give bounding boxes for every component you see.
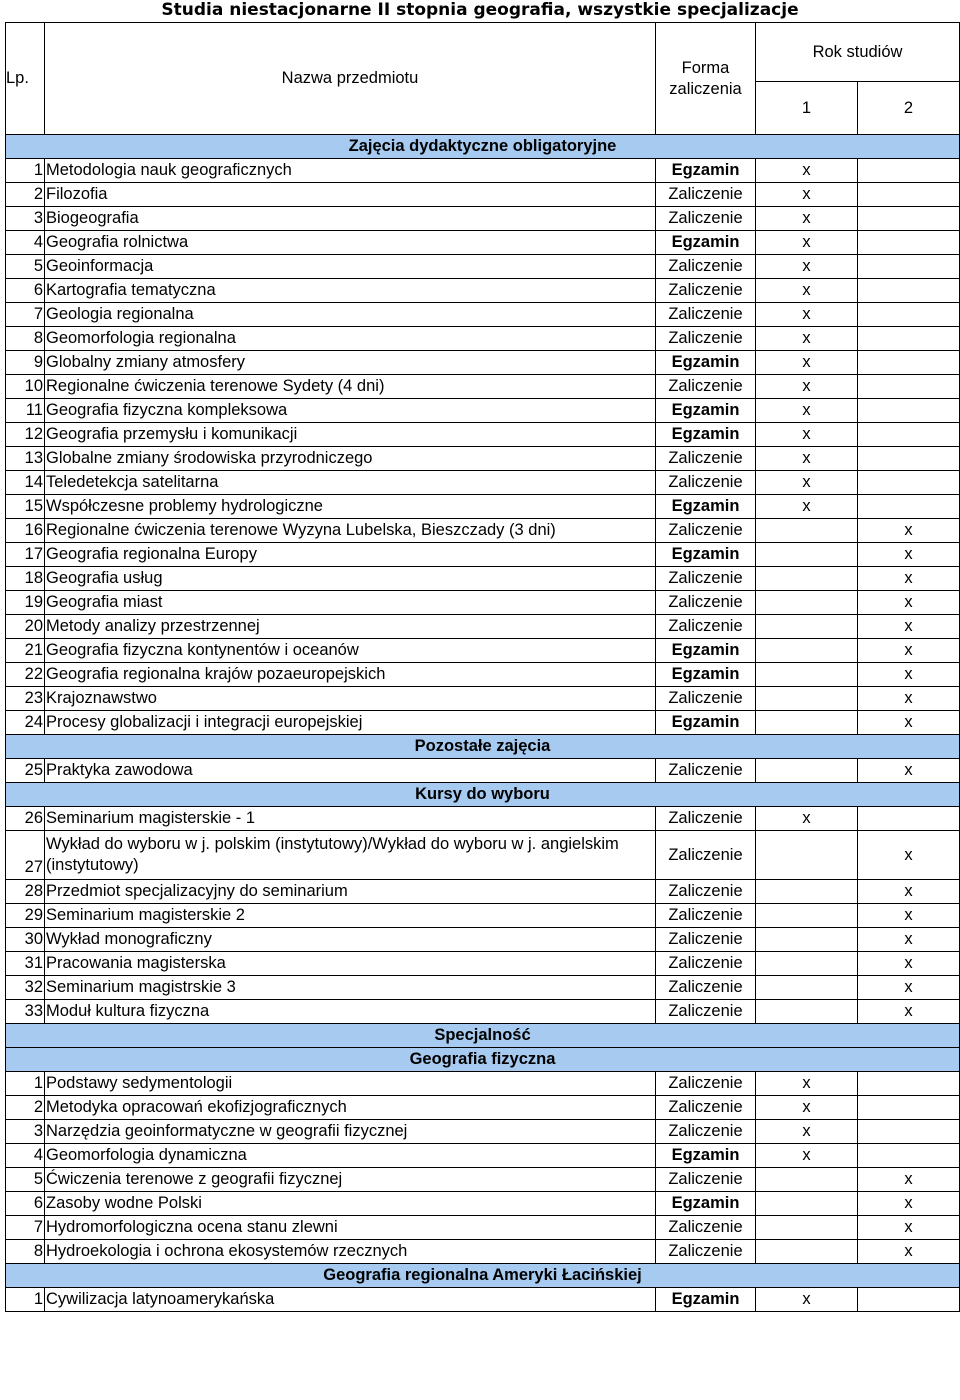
- assessment-form: Zaliczenie: [656, 279, 756, 303]
- row-number: 18: [6, 567, 45, 591]
- year-2-mark: [858, 1288, 960, 1312]
- year-2-mark: x: [858, 711, 960, 735]
- year-2-mark: x: [858, 543, 960, 567]
- header-row-1: [6, 23, 960, 82]
- header-year-2: 2: [858, 82, 960, 135]
- assessment-form: Zaliczenie: [656, 303, 756, 327]
- table-row: [6, 904, 960, 928]
- year-2-mark: [858, 159, 960, 183]
- year-1-mark: x: [756, 495, 858, 519]
- course-name: Geomorfologia dynamiczna: [45, 1144, 656, 1168]
- year-1-mark: x: [756, 423, 858, 447]
- year-1-mark: x: [756, 279, 858, 303]
- year-1-mark: x: [756, 375, 858, 399]
- row-number: 29: [6, 904, 45, 928]
- assessment-form: Egzamin: [656, 399, 756, 423]
- assessment-form: Zaliczenie: [656, 591, 756, 615]
- year-2-mark: x: [858, 1000, 960, 1024]
- table-row: [6, 759, 960, 783]
- course-name: Geoinformacja: [45, 255, 656, 279]
- course-name: Geografia fizyczna kompleksowa: [45, 399, 656, 423]
- assessment-form: Zaliczenie: [656, 471, 756, 495]
- course-name: Geologia regionalna: [45, 303, 656, 327]
- table-row: [6, 399, 960, 423]
- assessment-form: Egzamin: [656, 639, 756, 663]
- course-name: Moduł kultura fizyczna: [45, 1000, 656, 1024]
- row-number: 17: [6, 543, 45, 567]
- year-2-mark: x: [858, 1216, 960, 1240]
- year-1-mark: x: [756, 183, 858, 207]
- assessment-form: Egzamin: [656, 1144, 756, 1168]
- year-2-mark: [858, 351, 960, 375]
- year-1-mark: x: [756, 471, 858, 495]
- row-number: 24: [6, 711, 45, 735]
- row-number: 13: [6, 447, 45, 471]
- year-2-mark: [858, 807, 960, 831]
- header-name-label: Nazwa przedmiotu: [281, 69, 419, 87]
- assessment-form: Zaliczenie: [656, 928, 756, 952]
- year-1-mark: x: [756, 255, 858, 279]
- table-row: [6, 543, 960, 567]
- section-row: [6, 135, 960, 159]
- course-name: Regionalne ćwiczenia terenowe Sydety (4 dni): [45, 375, 656, 399]
- year-2-mark: x: [858, 519, 960, 543]
- assessment-form: Zaliczenie: [656, 831, 756, 880]
- row-number: 28: [6, 880, 45, 904]
- table-row: [6, 567, 960, 591]
- row-number: 25: [6, 759, 45, 783]
- year-2-mark: x: [858, 591, 960, 615]
- row-number: 7: [6, 303, 45, 327]
- assessment-form: Zaliczenie: [656, 687, 756, 711]
- year-1-mark: [756, 543, 858, 567]
- assessment-form: Egzamin: [656, 231, 756, 255]
- row-number: 2: [6, 1096, 45, 1120]
- table-row: [6, 976, 960, 1000]
- row-number: 33: [6, 1000, 45, 1024]
- row-number: 23: [6, 687, 45, 711]
- row-number: 26: [6, 807, 45, 831]
- year-1-mark: x: [756, 1072, 858, 1096]
- table-row: [6, 207, 960, 231]
- table-row: [6, 687, 960, 711]
- row-number: 8: [6, 1240, 45, 1264]
- year-2-mark: [858, 447, 960, 471]
- section-row: [6, 1024, 960, 1048]
- year-2-mark: x: [858, 687, 960, 711]
- section-heading: Pozostałe zajęcia: [6, 735, 960, 759]
- row-number: 1: [6, 1288, 45, 1312]
- table-row: [6, 663, 960, 687]
- course-name: Regionalne ćwiczenia terenowe Wyzyna Lubelska, Bieszczady (3 dni): [45, 519, 656, 543]
- course-name: Metodyka opracowań ekofizjograficznych: [45, 1096, 656, 1120]
- assessment-form: Zaliczenie: [656, 1000, 756, 1024]
- table-row: [6, 831, 960, 880]
- year-1-mark: [756, 663, 858, 687]
- year-1-mark: [756, 687, 858, 711]
- table-row: [6, 928, 960, 952]
- year-1-mark: [756, 711, 858, 735]
- course-name: Seminarium magisterskie - 1: [45, 807, 656, 831]
- course-name: Hydromorfologiczna ocena stanu zlewni: [45, 1216, 656, 1240]
- row-number: 22: [6, 663, 45, 687]
- table-row: [6, 447, 960, 471]
- table-row: [6, 1144, 960, 1168]
- assessment-form: Egzamin: [656, 1192, 756, 1216]
- assessment-form: Zaliczenie: [656, 952, 756, 976]
- course-name: Praktyka zawodowa: [45, 759, 656, 783]
- year-2-mark: x: [858, 1192, 960, 1216]
- header-form-line1: Forma: [681, 58, 730, 77]
- year-2-mark: [858, 327, 960, 351]
- assessment-form: Zaliczenie: [656, 519, 756, 543]
- table-row: [6, 303, 960, 327]
- row-number: 21: [6, 639, 45, 663]
- year-2-mark: [858, 1144, 960, 1168]
- course-table: [5, 22, 960, 1312]
- table-row: [6, 1168, 960, 1192]
- document-title: Studia niestacjonarne II stopnia geografia, wszystkie specjalizacje: [161, 0, 799, 20]
- assessment-form: Zaliczenie: [656, 255, 756, 279]
- table-row: [6, 183, 960, 207]
- row-number: 9: [6, 351, 45, 375]
- year-2-mark: x: [858, 976, 960, 1000]
- row-number: 16: [6, 519, 45, 543]
- course-name: Geografia miast: [45, 591, 656, 615]
- course-name: Przedmiot specjalizacyjny do seminarium: [45, 880, 656, 904]
- course-name: Geografia przemysłu i komunikacji: [45, 423, 656, 447]
- table-row: [6, 639, 960, 663]
- assessment-form: Zaliczenie: [656, 904, 756, 928]
- table-row: [6, 471, 960, 495]
- table-row: [6, 327, 960, 351]
- course-name: Geografia regionalna krajów pozaeuropejskich: [45, 663, 656, 687]
- assessment-form: Zaliczenie: [656, 807, 756, 831]
- course-name: Hydroekologia i ochrona ekosystemów rzecznych: [45, 1240, 656, 1264]
- row-number: 19: [6, 591, 45, 615]
- year-2-mark: [858, 279, 960, 303]
- year-2-mark: [858, 303, 960, 327]
- row-number: 30: [6, 928, 45, 952]
- year-1-mark: x: [756, 351, 858, 375]
- course-name: Geografia usług: [45, 567, 656, 591]
- row-number: 7: [6, 1216, 45, 1240]
- assessment-form: Zaliczenie: [656, 615, 756, 639]
- year-1-mark: [756, 1216, 858, 1240]
- year-2-mark: x: [858, 831, 960, 880]
- assessment-form: Egzamin: [656, 711, 756, 735]
- course-name: Cywilizacja latynoamerykańska: [45, 1288, 656, 1312]
- assessment-form: Egzamin: [656, 1288, 756, 1312]
- assessment-form: Zaliczenie: [656, 759, 756, 783]
- course-name: Ćwiczenia terenowe z geografii fizycznej: [45, 1168, 656, 1192]
- year-1-mark: [756, 639, 858, 663]
- course-name: Pracowania magisterska: [45, 952, 656, 976]
- table-row: [6, 880, 960, 904]
- assessment-form: Egzamin: [656, 423, 756, 447]
- header-form-line2: zaliczenia: [669, 79, 742, 98]
- year-1-mark: [756, 615, 858, 639]
- table-row: [6, 1072, 960, 1096]
- table-row: [6, 279, 960, 303]
- course-name: Globalny zmiany atmosfery: [45, 351, 656, 375]
- table-row: [6, 231, 960, 255]
- row-number: 3: [6, 207, 45, 231]
- row-number: 10: [6, 375, 45, 399]
- row-number: 31: [6, 952, 45, 976]
- table-row: [6, 159, 960, 183]
- row-number: 11: [6, 399, 45, 423]
- year-1-mark: x: [756, 447, 858, 471]
- table-row: [6, 255, 960, 279]
- course-name: Seminarium magistrskie 3: [45, 976, 656, 1000]
- year-2-mark: [858, 255, 960, 279]
- year-2-mark: x: [858, 880, 960, 904]
- year-1-mark: x: [756, 327, 858, 351]
- course-name: Seminarium magisterskie 2: [45, 904, 656, 928]
- section-row: [6, 735, 960, 759]
- course-name: Narzędzia geoinformatyczne w geografii fizycznej: [45, 1120, 656, 1144]
- year-2-mark: x: [858, 1168, 960, 1192]
- assessment-form: Zaliczenie: [656, 1216, 756, 1240]
- year-2-mark: [858, 471, 960, 495]
- year-2-mark: x: [858, 1240, 960, 1264]
- row-number: 4: [6, 231, 45, 255]
- table-row: [6, 1000, 960, 1024]
- year-2-mark: [858, 1072, 960, 1096]
- section-heading: Geografia regionalna Ameryki Łacińskiej: [6, 1264, 960, 1288]
- year-2-mark: x: [858, 639, 960, 663]
- course-name: Wykład do wyboru w j. polskim (instytutowy)/Wykład do wyboru w j. angielskim (instytutowy): [45, 831, 656, 880]
- assessment-form: Egzamin: [656, 543, 756, 567]
- table-row: [6, 1192, 960, 1216]
- year-1-mark: x: [756, 1144, 858, 1168]
- row-number: 32: [6, 976, 45, 1000]
- course-name: Geografia fizyczna kontynentów i oceanów: [45, 639, 656, 663]
- row-number: 8: [6, 327, 45, 351]
- assessment-form: Egzamin: [656, 159, 756, 183]
- year-2-mark: [858, 495, 960, 519]
- assessment-form: Zaliczenie: [656, 1120, 756, 1144]
- assessment-form: Egzamin: [656, 495, 756, 519]
- row-number: 20: [6, 615, 45, 639]
- table-row: [6, 807, 960, 831]
- section-heading: Zajęcia dydaktyczne obligatoryjne: [6, 135, 960, 159]
- year-2-mark: x: [858, 615, 960, 639]
- course-name: Filozofia: [45, 183, 656, 207]
- year-1-mark: [756, 1240, 858, 1264]
- table-row: [6, 591, 960, 615]
- year-2-mark: x: [858, 928, 960, 952]
- year-1-mark: x: [756, 807, 858, 831]
- assessment-form: Egzamin: [656, 351, 756, 375]
- assessment-form: Zaliczenie: [656, 880, 756, 904]
- table-row: [6, 351, 960, 375]
- year-1-mark: [756, 952, 858, 976]
- header-year: Rok studiów: [756, 23, 960, 82]
- assessment-form: Zaliczenie: [656, 207, 756, 231]
- course-name: Geografia regionalna Europy: [45, 543, 656, 567]
- table-row: [6, 375, 960, 399]
- table-row: [6, 1096, 960, 1120]
- assessment-form: Zaliczenie: [656, 1096, 756, 1120]
- course-name: Kartografia tematyczna: [45, 279, 656, 303]
- year-1-mark: [756, 759, 858, 783]
- year-1-mark: x: [756, 159, 858, 183]
- table-row: [6, 423, 960, 447]
- course-name: Geomorfologia regionalna: [45, 327, 656, 351]
- year-1-mark: [756, 1000, 858, 1024]
- table-row: [6, 1240, 960, 1264]
- year-2-mark: x: [858, 567, 960, 591]
- year-1-mark: [756, 928, 858, 952]
- course-name: Teledetekcja satelitarna: [45, 471, 656, 495]
- course-name: Zasoby wodne Polski: [45, 1192, 656, 1216]
- course-name: Wykład monograficzny: [45, 928, 656, 952]
- assessment-form: Zaliczenie: [656, 1240, 756, 1264]
- year-2-mark: [858, 207, 960, 231]
- row-number: 5: [6, 1168, 45, 1192]
- row-number: 3: [6, 1120, 45, 1144]
- row-number: 5: [6, 255, 45, 279]
- row-number: 15: [6, 495, 45, 519]
- year-1-mark: x: [756, 1120, 858, 1144]
- section-row: [6, 1048, 960, 1072]
- year-2-mark: x: [858, 759, 960, 783]
- header-lp: Lp.: [6, 23, 45, 135]
- table-row: [6, 711, 960, 735]
- row-number: 14: [6, 471, 45, 495]
- header-year-1: 1: [756, 82, 858, 135]
- year-1-mark: x: [756, 399, 858, 423]
- course-name: Podstawy sedymentologii: [45, 1072, 656, 1096]
- course-name: Współczesne problemy hydrologiczne: [45, 495, 656, 519]
- header-form: [656, 23, 756, 135]
- header-name: [45, 23, 656, 135]
- assessment-form: Zaliczenie: [656, 1168, 756, 1192]
- year-1-mark: [756, 904, 858, 928]
- year-2-mark: x: [858, 952, 960, 976]
- course-name: Metody analizy przestrzennej: [45, 615, 656, 639]
- table-row: [6, 495, 960, 519]
- row-number: 12: [6, 423, 45, 447]
- row-number: 1: [6, 159, 45, 183]
- table-row: [6, 615, 960, 639]
- year-2-mark: [858, 231, 960, 255]
- assessment-form: Zaliczenie: [656, 976, 756, 1000]
- section-heading: Geografia fizyczna: [6, 1048, 960, 1072]
- row-number: 6: [6, 279, 45, 303]
- year-1-mark: [756, 567, 858, 591]
- year-1-mark: x: [756, 231, 858, 255]
- year-2-mark: [858, 1120, 960, 1144]
- assessment-form: Zaliczenie: [656, 375, 756, 399]
- assessment-form: Zaliczenie: [656, 1072, 756, 1096]
- row-number: 27: [6, 831, 45, 880]
- table-row: [6, 1120, 960, 1144]
- table-row: [6, 1216, 960, 1240]
- year-2-mark: x: [858, 663, 960, 687]
- year-1-mark: [756, 1168, 858, 1192]
- row-number: 1: [6, 1072, 45, 1096]
- year-2-mark: [858, 183, 960, 207]
- year-1-mark: x: [756, 207, 858, 231]
- year-2-mark: [858, 375, 960, 399]
- year-1-mark: [756, 831, 858, 880]
- year-2-mark: [858, 423, 960, 447]
- table-row: [6, 519, 960, 543]
- year-1-mark: [756, 519, 858, 543]
- assessment-form: Zaliczenie: [656, 567, 756, 591]
- year-1-mark: [756, 976, 858, 1000]
- table-row: [6, 1288, 960, 1312]
- course-name: Metodologia nauk geograficznych: [45, 159, 656, 183]
- year-1-mark: x: [756, 303, 858, 327]
- assessment-form: Zaliczenie: [656, 327, 756, 351]
- year-1-mark: [756, 591, 858, 615]
- section-heading: Kursy do wyboru: [6, 783, 960, 807]
- assessment-form: Zaliczenie: [656, 183, 756, 207]
- year-1-mark: [756, 880, 858, 904]
- row-number: 6: [6, 1192, 45, 1216]
- year-1-mark: [756, 1192, 858, 1216]
- course-name: Geografia rolnictwa: [45, 231, 656, 255]
- course-name: Procesy globalizacji i integracji europejskiej: [45, 711, 656, 735]
- assessment-form: Egzamin: [656, 663, 756, 687]
- course-name: Globalne zmiany środowiska przyrodniczego: [45, 447, 656, 471]
- year-1-mark: x: [756, 1096, 858, 1120]
- section-row: [6, 783, 960, 807]
- table-row: [6, 952, 960, 976]
- row-number: 4: [6, 1144, 45, 1168]
- year-1-mark: x: [756, 1288, 858, 1312]
- section-heading: Specjalność: [6, 1024, 960, 1048]
- course-name: Krajoznawstwo: [45, 687, 656, 711]
- section-row: [6, 1264, 960, 1288]
- row-number: 2: [6, 183, 45, 207]
- assessment-form: Zaliczenie: [656, 447, 756, 471]
- year-2-mark: x: [858, 904, 960, 928]
- year-2-mark: [858, 399, 960, 423]
- year-2-mark: [858, 1096, 960, 1120]
- course-name: Biogeografia: [45, 207, 656, 231]
